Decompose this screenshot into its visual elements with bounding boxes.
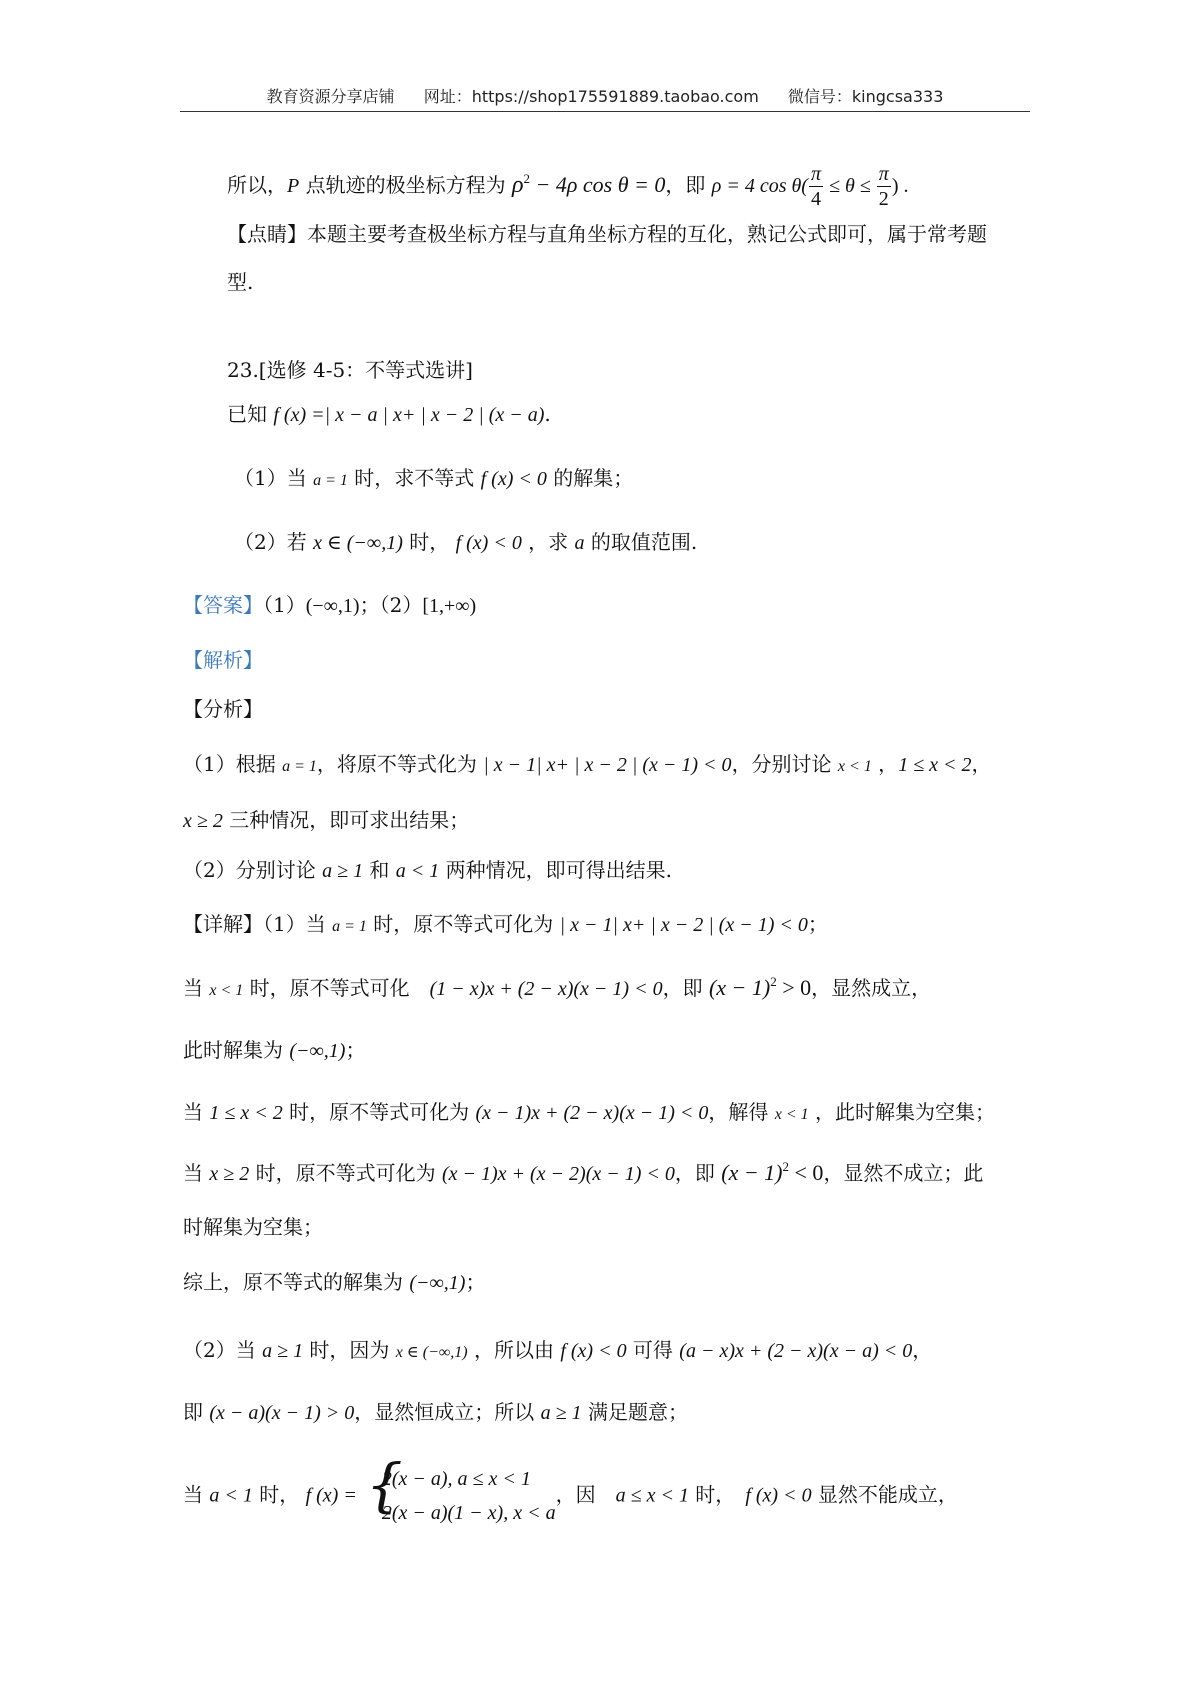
math-superscript: 2 bbox=[782, 1159, 790, 1174]
text-line-7 bbox=[234, 530, 697, 555]
text-segment: 显然不能成立， bbox=[811, 1482, 958, 1507]
fraction-numerator: π bbox=[878, 163, 889, 185]
answer-line bbox=[183, 593, 476, 618]
text-segment: 当 bbox=[183, 1100, 210, 1124]
text-segment: ，所以由 bbox=[467, 1338, 561, 1362]
math-expr: > 0 bbox=[776, 975, 812, 1000]
text-segment: 时， bbox=[252, 1482, 306, 1507]
math-expr: (−∞,1) bbox=[409, 1272, 466, 1294]
text-segment: ，显然成立， bbox=[811, 976, 932, 1000]
text-segment: . bbox=[544, 402, 551, 426]
math-expr: ρ = 4 cos θ( bbox=[711, 175, 808, 197]
math-expr: [1,+∞) bbox=[422, 595, 477, 617]
header-wechat: 微信号：kingcsa333 bbox=[787, 87, 944, 106]
text-line-18 bbox=[183, 1160, 983, 1186]
text-segment: 时，求不等式 bbox=[347, 466, 481, 490]
text-segment: 当 bbox=[183, 1161, 210, 1185]
math-expr: ≤ θ ≤ bbox=[824, 175, 876, 197]
text-segment: ，分别讨论 bbox=[731, 752, 838, 776]
math-expr: x ∈ (−∞,1) bbox=[313, 532, 403, 554]
text-line-2: 【点睛】本题主要考查极坐标方程与直角坐标方程的互化，熟记公式即可，属于常考题 bbox=[227, 222, 987, 246]
math-expr: a ≥ 1 bbox=[322, 860, 364, 882]
math-expr: (−∞,1) bbox=[289, 1040, 346, 1062]
text-segment: 当 bbox=[183, 976, 210, 1000]
text-segment: ，即 bbox=[662, 976, 709, 1000]
text-segment: 【详解】（1）当 bbox=[183, 912, 333, 936]
fraction-numerator: π bbox=[810, 163, 821, 185]
math-expr: | x − 1| x+ | x − 2 | (x − 1) < 0 bbox=[559, 914, 808, 936]
left-brace: { bbox=[365, 1451, 403, 1519]
text-line-20 bbox=[183, 1270, 485, 1295]
text-segment: （2）分别讨论 bbox=[183, 858, 323, 882]
math-expr: a < 1 bbox=[395, 860, 440, 882]
text-segment: 时，原不等式可化为 bbox=[366, 912, 560, 936]
math-expr: ) . bbox=[891, 175, 909, 197]
text-segment: 可得 bbox=[626, 1338, 680, 1362]
math-expr: (x − 1)x + (x − 2)(x − 1) < 0 bbox=[441, 1163, 675, 1185]
math-expr: (x − 1)x + (2 − x)(x − 1) < 0 bbox=[475, 1102, 709, 1124]
text-line-13 bbox=[183, 858, 672, 883]
math-expr: a < 1 bbox=[209, 1484, 253, 1507]
header-shop: 教育资源分享店铺 bbox=[266, 87, 395, 106]
fraction-denominator: 2 bbox=[877, 186, 891, 211]
text-segment: ， bbox=[912, 1338, 933, 1362]
fraction-pi-2 bbox=[877, 162, 891, 211]
text-segment: ，解得 bbox=[708, 1100, 775, 1124]
text-segment: 点轨迹的极坐标方程为 bbox=[299, 173, 512, 197]
math-expr: f (x) =| x − a | x+ | x − 2 | (x − a) bbox=[273, 404, 545, 426]
math-superscript: 2 bbox=[523, 171, 530, 186]
text-line-11 bbox=[183, 752, 992, 777]
text-line-5 bbox=[227, 402, 551, 427]
text-line-3: 型. bbox=[227, 270, 254, 294]
text-segment: ，即 bbox=[674, 1161, 722, 1185]
math-expr: x < 1 bbox=[209, 982, 244, 999]
header-rule bbox=[180, 111, 1030, 112]
text-segment: 时，原不等式可化 bbox=[243, 976, 430, 1000]
text-segment: ，即 bbox=[665, 173, 712, 197]
math-superscript: 2 bbox=[770, 974, 777, 989]
math-expr: < 0 bbox=[789, 1160, 824, 1185]
text-segment: 综上，原不等式的解集为 bbox=[183, 1270, 410, 1294]
math-expr: a = 1 bbox=[313, 472, 348, 489]
math-expr: (x − a)(x − 1) > 0 bbox=[209, 1402, 355, 1424]
text-segment: ，显然恒成立；所以 bbox=[354, 1400, 541, 1424]
text-segment: ，因 bbox=[555, 1482, 616, 1507]
text-segment: 已知 bbox=[227, 402, 274, 426]
fraction-pi-4 bbox=[809, 162, 823, 211]
text-line-15 bbox=[183, 975, 931, 1001]
text-segment: 即 bbox=[183, 1400, 210, 1424]
text-segment: （1）根据 bbox=[183, 752, 283, 776]
math-expr: a ≤ x < 1 bbox=[615, 1484, 689, 1507]
text-segment: （1） bbox=[263, 593, 306, 617]
text-segment: （2）若 bbox=[234, 530, 314, 554]
text-line-12 bbox=[183, 808, 469, 833]
text-segment: 两种情况，即可得出结果. bbox=[439, 858, 673, 882]
text-segment: 和 bbox=[363, 858, 396, 882]
text-segment: ，求 bbox=[521, 530, 575, 554]
math-expr: x < 1 bbox=[774, 1106, 809, 1123]
breakdown-label: 【分析】 bbox=[183, 697, 263, 721]
page-header bbox=[180, 84, 1030, 107]
math-expr: f (x) < 0 bbox=[455, 532, 522, 554]
header-url[interactable]: 网址：https://shop175591889.taobao.com bbox=[423, 87, 759, 106]
text-segment: 此时解集为 bbox=[183, 1038, 290, 1062]
text-segment: ， bbox=[871, 752, 899, 776]
text-segment: ； bbox=[465, 1270, 486, 1294]
text-line-17 bbox=[183, 1100, 995, 1125]
fraction-denominator: 4 bbox=[809, 186, 823, 211]
text-segment: ；（2） bbox=[359, 593, 423, 617]
text-segment: ； bbox=[345, 1038, 366, 1062]
math-expr: | x − 1| x+ | x − 2 | (x − 1) < 0 bbox=[483, 754, 732, 776]
text-segment: （1）当 bbox=[234, 466, 314, 490]
math-expr: a ≥ 1 bbox=[540, 1402, 582, 1424]
math-rho: ρ bbox=[511, 172, 524, 198]
math-expr: x ∈ (−∞,1) bbox=[395, 1344, 468, 1361]
text-segment: ，将原不等式化为 bbox=[316, 752, 484, 776]
text-line-16 bbox=[183, 1038, 365, 1063]
piecewise-case-1: 2(x − a), a ≤ x < 1 bbox=[381, 1468, 531, 1490]
text-segment: ，显然不成立；此 bbox=[823, 1161, 984, 1185]
text-line-1 bbox=[227, 162, 908, 211]
text-segment: 当 bbox=[183, 1482, 210, 1507]
math-expr: (a − x)x + (2 − x)(x − a) < 0 bbox=[679, 1340, 913, 1362]
math-expr: f (x) = bbox=[305, 1484, 362, 1507]
text-segment: ，此时解集为空集； bbox=[808, 1100, 996, 1124]
math-var: a bbox=[574, 532, 585, 554]
text-segment: 时，原不等式可化为 bbox=[282, 1100, 476, 1124]
math-expr: (x − 1) bbox=[721, 1160, 783, 1185]
text-line-19: 时解集为空集； bbox=[183, 1215, 323, 1239]
text-segment: 满足题意； bbox=[581, 1400, 688, 1424]
text-line-23 bbox=[183, 1451, 958, 1530]
text-segment: 时， bbox=[688, 1482, 746, 1507]
math-expr: f (x) < 0 bbox=[560, 1340, 627, 1362]
math-expr: f (x) < 0 bbox=[745, 1484, 812, 1507]
math-expr: 1 ≤ x < 2 bbox=[898, 754, 972, 776]
text-segment: 时，因为 bbox=[303, 1338, 396, 1362]
text-segment: 的解集； bbox=[546, 466, 634, 490]
text-segment: ； bbox=[807, 912, 828, 936]
math-expr: 1 ≤ x < 2 bbox=[209, 1102, 283, 1124]
text-segment: 时，原不等式可化为 bbox=[249, 1161, 442, 1185]
text-segment: 三种情况，即可求出结果； bbox=[222, 808, 470, 832]
math-expr: f (x) < 0 bbox=[480, 468, 547, 490]
math-expr: a = 1 bbox=[282, 758, 317, 775]
answer-label: 【答案】 bbox=[183, 593, 263, 617]
section-heading-23: 23.[选修 4-5：不等式选讲] bbox=[227, 358, 473, 382]
piecewise-function bbox=[365, 1451, 556, 1530]
math-expr: − 4ρ cos θ = 0 bbox=[529, 172, 666, 197]
text-line-6 bbox=[234, 466, 633, 491]
math-expr: x ≥ 2 bbox=[209, 1163, 250, 1185]
math-expr: a = 1 bbox=[332, 918, 367, 935]
text-segment: 时， bbox=[402, 530, 456, 554]
text-segment: 的取值范围. bbox=[584, 530, 698, 554]
math-expr: x < 1 bbox=[837, 758, 872, 775]
math-var: P bbox=[287, 175, 300, 197]
text-segment: （2）当 bbox=[183, 1338, 263, 1362]
analysis-label: 【解析】 bbox=[183, 648, 263, 672]
math-expr: (x − 1) bbox=[708, 975, 771, 1000]
math-expr: x ≥ 2 bbox=[183, 810, 223, 832]
piecewise-case-2: 2(x − a)(1 − x), x < a bbox=[381, 1502, 556, 1524]
text-segment: 所以， bbox=[227, 173, 287, 197]
math-expr: (1 − x)x + (2 − x)(x − 1) < 0 bbox=[429, 978, 663, 1000]
math-expr: (−∞,1) bbox=[305, 595, 360, 617]
text-line-14 bbox=[183, 912, 828, 937]
text-line-21 bbox=[183, 1338, 932, 1363]
text-line-22 bbox=[183, 1400, 688, 1425]
text-segment: ， bbox=[971, 752, 992, 776]
math-expr: a ≥ 1 bbox=[262, 1340, 304, 1362]
